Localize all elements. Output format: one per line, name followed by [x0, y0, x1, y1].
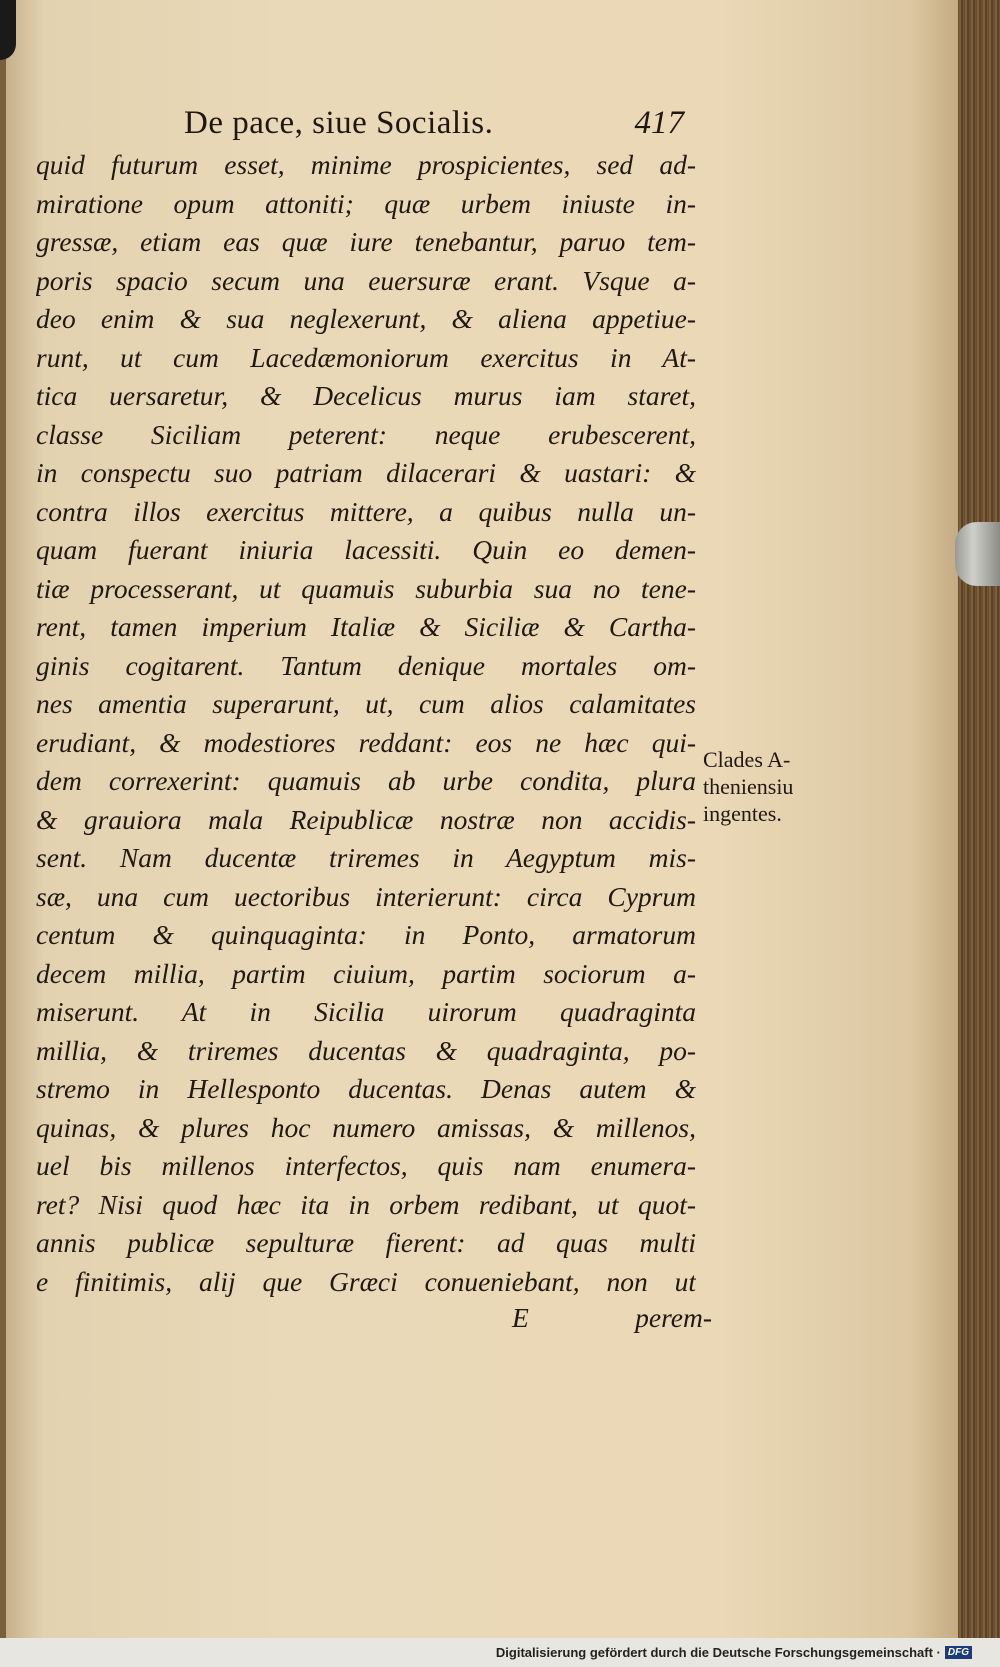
text-line: quinas, & plures hoc numero amissas, & millenos, [36, 1111, 696, 1143]
text-line: quid futurum esset, minime prospicientes, sed ad- [36, 149, 696, 180]
book-clasp [955, 522, 1000, 586]
text-line: sæ, una cum uectoribus interierunt: circa Cyprum [36, 880, 696, 912]
text-line: millia, & triremes ducentas & quadraginta, po- [36, 1034, 696, 1066]
signature-mark: E [512, 1302, 529, 1333]
text-line: classe Siciliam peterent: neque erubescerent, [36, 418, 696, 450]
text-line: contra illos exercitus mittere, a quibus nulla un- [36, 495, 696, 527]
page-header [184, 105, 684, 149]
text-line: nes amentia superarunt, ut, cum alios calamitates [36, 688, 696, 719]
text-line: miserunt. At in Sicilia uirorum quadraginta [36, 996, 696, 1027]
text-line: in conspectu suo patriam dilacerari & uastari: & [36, 457, 696, 488]
page-footer [512, 1302, 712, 1340]
text-line: e finitimis, alij que Græci conueniebant, non ut [36, 1265, 696, 1297]
text-line: quam fuerant iniuria lacessiti. Quin eo demen- [36, 534, 696, 565]
catchword: perem- [635, 1302, 712, 1333]
funding-text: Digitalisierung gefördert durch die Deutsche Forschungsgemeinschaft · [495, 1645, 941, 1660]
funding-credit [496, 1645, 972, 1660]
page-edges [958, 0, 1000, 1638]
text-line: ret? Nisi quod hæc ita in orbem redibant, ut quot- [36, 1188, 696, 1220]
text-line: rent, tamen imperium Italiæ & Siciliæ & Cartha- [36, 611, 696, 642]
text-line: poris spacio secum una euersuræ erant. Vsque a- [36, 264, 696, 296]
marginal-note-line: Clades A- [703, 747, 791, 772]
text-line: centum & quinquaginta: in Ponto, armatorum [36, 919, 696, 950]
scan-corner-shadow [0, 0, 16, 60]
marginal-note [703, 746, 823, 827]
dfg-logo-icon: DFG [945, 1646, 972, 1659]
text-line: tica uersaretur, & Decelicus murus iam staret, [36, 380, 696, 411]
text-line: runt, ut cum Lacedæmoniorum exercitus in At- [36, 341, 696, 373]
text-line: ginis cogitarent. Tantum denique mortales om- [36, 649, 696, 681]
text-line: tiæ processerant, ut quamuis suburbia sua no tene- [36, 572, 696, 604]
running-title: De pace, siue Socialis. [184, 105, 494, 141]
body-text [36, 146, 696, 1301]
text-line: uel bis millenos interfectos, quis nam enumera- [36, 1150, 696, 1181]
text-line: gressæ, etiam eas quæ iure tenebantur, paruo tem- [36, 226, 696, 257]
marginal-note-line: theniensiu [703, 774, 794, 799]
text-line: stremo in Hellesponto ducentas. Denas autem & [36, 1073, 696, 1104]
text-line: & grauiora mala Reipublicæ nostræ non accidis- [36, 803, 696, 835]
page-number: 417 [634, 105, 684, 141]
text-line: sent. Nam ducentæ triremes in Aegyptum mis- [36, 842, 696, 873]
text-line: miratione opum attoniti; quæ urbem iniuste in- [36, 187, 696, 219]
text-line: dem correxerint: quamuis ab urbe condita, plura [36, 765, 696, 796]
text-line: erudiant, & modestiores reddant: eos ne hæc qui- [36, 726, 696, 758]
text-line: decem millia, partim ciuium, partim sociorum a- [36, 957, 696, 989]
marginal-note-line: ingentes. [703, 801, 782, 826]
text-line: deo enim & sua neglexerunt, & aliena appetiue- [36, 303, 696, 334]
text-line: annis publicæ sepulturæ fierent: ad quas multi [36, 1227, 696, 1258]
